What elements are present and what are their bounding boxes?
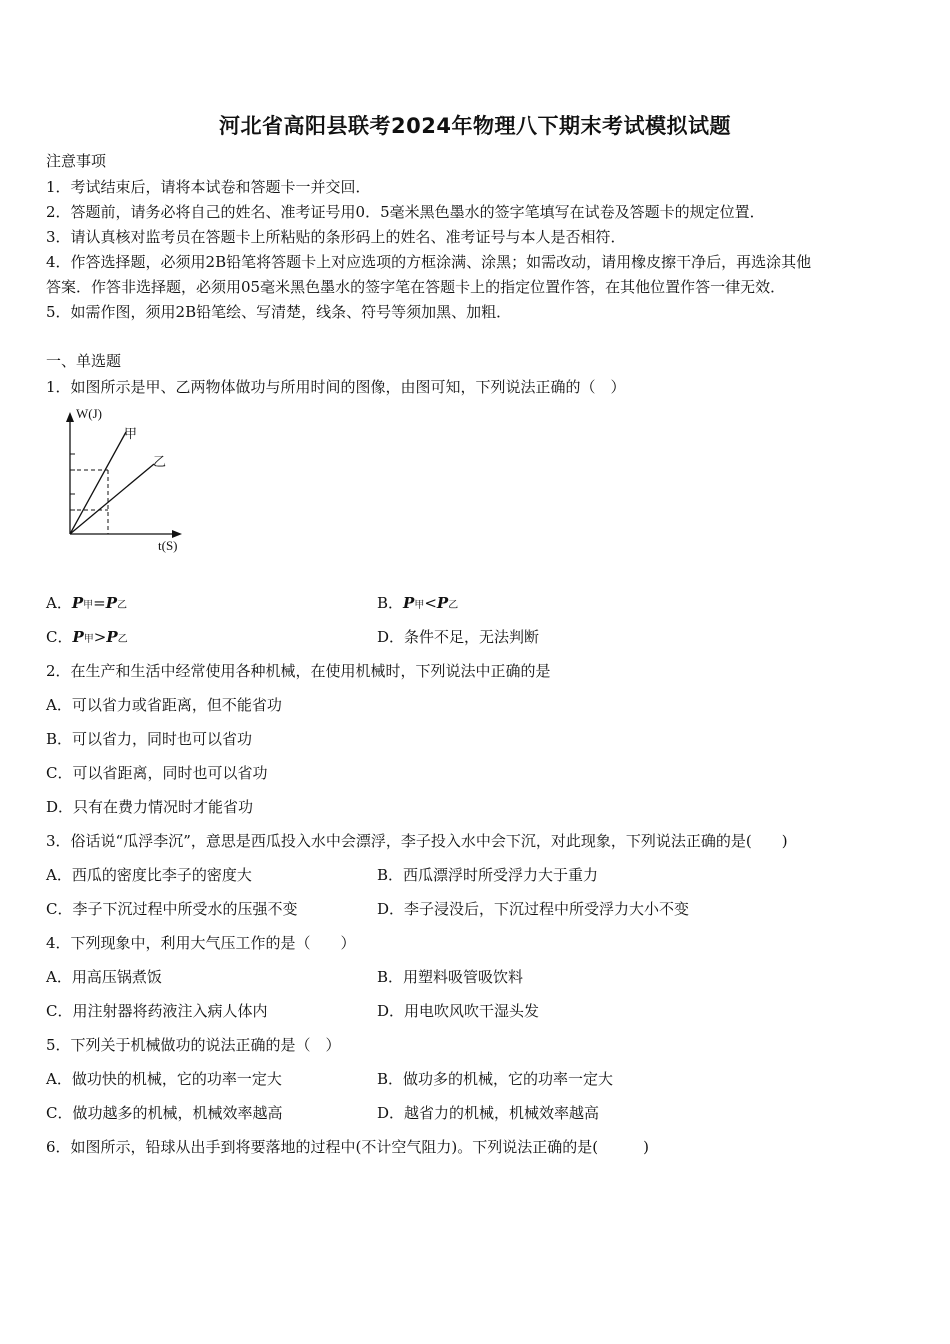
page-title: 河北省高阳县联考2024年物理八下期末考试模拟试题 <box>219 114 731 138</box>
option-b[interactable]: B．做功多的机械，它的功率一定大 <box>377 1070 614 1088</box>
option-a[interactable]: A．P甲=P乙 <box>46 594 127 612</box>
option-d[interactable]: D．越省力的机械，机械效率越高 <box>377 1104 600 1122</box>
series-a-line <box>70 432 126 534</box>
work-time-graph <box>58 404 188 554</box>
option-a[interactable]: A．用高压锅煮饭 <box>46 968 162 986</box>
option-b[interactable]: B．P甲<P乙 <box>377 594 459 612</box>
option-d[interactable]: D．只有在费力情况时才能省功 <box>46 798 254 816</box>
y-ticks <box>70 454 75 510</box>
notice-item: 4．作答选择题，必须用2B铅笔将答题卡上对应选项的方框涂满、涂黑；如需改动，请用橡皮擦干净后，再选涂其他 <box>46 253 812 271</box>
option-d[interactable]: D．李子浸没后，下沉过程中所受浮力大小不变 <box>377 900 690 918</box>
option-a[interactable]: A．做功快的机械，它的功率一定大 <box>46 1070 282 1088</box>
option-c[interactable]: C．李子下沉过程中所受水的压强不变 <box>46 900 298 918</box>
section-heading: 一、单选题 <box>46 352 122 370</box>
series-b-label: 乙 <box>153 454 167 469</box>
option-a[interactable]: A．西瓜的密度比李子的密度大 <box>46 866 252 884</box>
option-c[interactable]: C．做功越多的机械，机械效率越高 <box>46 1104 283 1122</box>
option-b[interactable]: B．用塑料吸管吸饮料 <box>377 968 524 986</box>
series-b-line <box>70 464 154 534</box>
notice-item: 1．考试结束后，请将本试卷和答题卡一并交回． <box>46 178 371 196</box>
option-a[interactable]: A．可以省力或省距离，但不能省功 <box>46 696 282 714</box>
option-d[interactable]: D．用电吹风吹干湿头发 <box>377 1002 540 1020</box>
question-2-stem: 2．在生产和生活中经常使用各种机械，在使用机械时，下列说法中正确的是 <box>46 662 551 680</box>
y-axis-label: W(J) <box>76 406 102 421</box>
option-c[interactable]: C．可以省距离，同时也可以省功 <box>46 764 268 782</box>
question-6-stem: 6．如图所示，铅球从出手到将要落地的过程中(不计空气阻力)。下列说法正确的是( ) <box>46 1138 649 1156</box>
option-d[interactable]: D．条件不足，无法判断 <box>377 628 540 646</box>
question-4-stem: 4．下列现象中，利用大气压工作的是（ ） <box>46 934 356 952</box>
option-b[interactable]: B．西瓜漂浮时所受浮力大于重力 <box>377 866 599 884</box>
notice-item: 3．请认真核对监考员在答题卡上所粘贴的条形码上的姓名、准考证号与本人是否相符． <box>46 228 626 246</box>
y-axis <box>66 412 74 534</box>
option-c[interactable]: C．用注射器将药液注入病人体内 <box>46 1002 268 1020</box>
x-axis <box>70 530 182 538</box>
x-axis-label: t(S) <box>158 538 178 553</box>
option-c[interactable]: C．P甲>P乙 <box>46 628 128 646</box>
option-b[interactable]: B．可以省力，同时也可以省功 <box>46 730 253 748</box>
question-5-stem: 5．下列关于机械做功的说法正确的是（ ） <box>46 1036 341 1054</box>
series-a-label: 甲 <box>124 426 138 441</box>
question-3-stem: 3．俗话说“瓜浮李沉”，意思是西瓜投入水中会漂浮，李子投入水中会下沉，对此现象，下列说法正确的是( ) <box>46 832 788 850</box>
question-1-stem: 1．如图所示是甲、乙两物体做功与所用时间的图像，由图可知，下列说法正确的（ ） <box>46 378 626 396</box>
notice-heading: 注意事项 <box>46 152 107 170</box>
notice-item: 5．如需作图，须用2B铅笔绘、写清楚，线条、符号等须加黑、加粗． <box>46 303 512 321</box>
notice-item: 2．答题前，请务必将自己的姓名、准考证号用0．5毫米黑色墨水的签字笔填写在试卷及答题卡的规定位置． <box>46 203 765 221</box>
notice-item: 答案．作答非选择题，必须用05毫米黑色墨水的签字笔在答题卡上的指定位置作答，在其他位置作答一律无效． <box>46 278 786 296</box>
